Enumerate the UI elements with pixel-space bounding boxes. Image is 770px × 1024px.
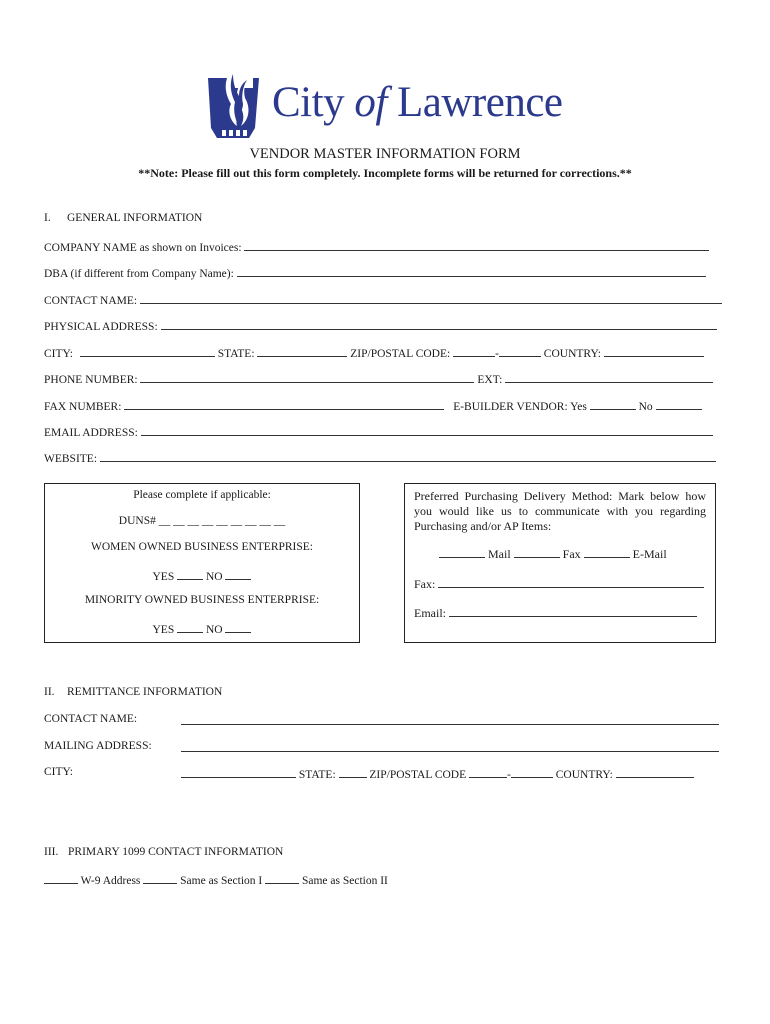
state-label: STATE:	[217, 348, 255, 360]
physical-address-field[interactable]	[161, 318, 717, 330]
section-2-heading: REMITTANCE INFORMATION	[67, 686, 223, 698]
remit-zip-field[interactable]	[469, 766, 507, 778]
minority-yes-label: YES	[152, 624, 175, 636]
city-state-zip-row	[44, 345, 704, 360]
same-as-section-2-label: Same as Section II	[301, 875, 388, 887]
zip-ext-field[interactable]	[499, 345, 541, 357]
minority-owned-row	[45, 621, 359, 636]
section-3-number: III.	[44, 846, 59, 858]
remit-state-field[interactable]	[339, 766, 367, 778]
dba-label: DBA (if different from Company Name):	[44, 268, 234, 280]
country-label: COUNTRY:	[543, 348, 601, 360]
fax-option-label: Fax	[562, 547, 581, 561]
email-row	[44, 424, 713, 439]
delivery-method-text: Preferred Purchasing Delivery Method: Mark below how you would like us to communicate with you regarding Purchasing and/or AP Items:	[414, 489, 706, 533]
phone-label: PHONE NUMBER:	[44, 374, 138, 386]
website-row	[44, 450, 716, 465]
zip-field[interactable]	[453, 345, 495, 357]
women-yes-label: YES	[152, 571, 175, 583]
ebuilder-no-label: No	[638, 401, 653, 413]
mail-option-label: Mail	[488, 547, 511, 561]
delivery-fax-label: Fax:	[414, 577, 436, 591]
company-name-row	[44, 239, 709, 254]
remit-contact-field[interactable]	[181, 713, 719, 725]
remit-contact-field-wrap	[181, 713, 719, 728]
minority-yes-field[interactable]	[177, 621, 203, 633]
women-owned-row	[45, 568, 359, 583]
ebuilder-no-field[interactable]	[656, 398, 702, 410]
physical-address-label: PHYSICAL ADDRESS:	[44, 321, 158, 333]
section-3-heading: PRIMARY 1099 CONTACT INFORMATION	[68, 846, 284, 858]
zip-label: ZIP/POSTAL CODE:	[350, 348, 451, 360]
remit-contact-label: CONTACT NAME:	[44, 713, 138, 725]
city-logo-wordmark	[272, 78, 563, 127]
same-as-section-2-field[interactable]	[265, 872, 299, 884]
delivery-email-field[interactable]	[449, 605, 697, 617]
delivery-options-row	[439, 546, 667, 562]
contact-name-label: CONTACT NAME:	[44, 295, 138, 307]
dba-row	[44, 265, 706, 280]
company-name-label: COMPANY NAME as shown on Invoices:	[44, 242, 242, 254]
physical-address-row	[44, 318, 717, 333]
remit-mailing-field-wrap	[181, 740, 719, 755]
fax-option-field[interactable]	[514, 546, 560, 558]
remit-city-row	[181, 766, 694, 781]
email-field[interactable]	[141, 424, 713, 436]
remit-city-field[interactable]	[181, 766, 296, 778]
remit-country-label: COUNTRY:	[555, 769, 613, 781]
women-no-field[interactable]	[225, 568, 251, 580]
delivery-email-label: Email:	[414, 606, 446, 620]
duns-field[interactable]: DUNS# __ __ __ __ __ __ __ __ __	[118, 515, 286, 527]
remit-state-label: STATE:	[298, 769, 336, 781]
same-as-section-1-label: Same as Section I	[180, 875, 263, 887]
contact-name-field[interactable]	[140, 292, 722, 304]
form-note: **Note: Please fill out this form completely. Incomplete forms will be returned for corrections.**	[138, 166, 632, 180]
logo-word-city: City	[272, 79, 345, 126]
women-yes-field[interactable]	[177, 568, 203, 580]
mail-option-field[interactable]	[439, 546, 485, 558]
remit-mailing-label: MAILING ADDRESS:	[44, 740, 152, 752]
phone-field[interactable]	[140, 371, 474, 383]
website-label: WEBSITE:	[44, 453, 98, 465]
minority-no-field[interactable]	[225, 621, 251, 633]
city-field[interactable]	[80, 345, 215, 357]
delivery-fax-row	[414, 576, 704, 592]
fax-field[interactable]	[124, 398, 444, 410]
ext-label: EXT:	[477, 374, 503, 386]
remit-zip-label: ZIP/POSTAL CODE	[369, 769, 467, 781]
w9-address-field[interactable]	[44, 872, 78, 884]
same-as-section-1-field[interactable]	[143, 872, 177, 884]
remit-city-label: CITY:	[44, 766, 73, 778]
dba-field[interactable]	[237, 265, 706, 277]
contact-name-row	[44, 292, 722, 307]
logo-word-of: of	[354, 79, 387, 126]
remit-mailing-field[interactable]	[181, 740, 719, 752]
women-no-label: NO	[205, 571, 223, 583]
section-2-number: II.	[44, 686, 55, 698]
phone-row	[44, 371, 713, 386]
women-owned-label: WOMEN OWNED BUSINESS ENTERPRISE:	[90, 541, 313, 553]
ext-field[interactable]	[505, 371, 713, 383]
city-label: CITY:	[44, 348, 73, 360]
applicable-box	[44, 483, 360, 643]
ebuilder-yes-field[interactable]	[590, 398, 636, 410]
section-1-heading: GENERAL INFORMATION	[67, 212, 203, 224]
delivery-fax-field[interactable]	[438, 576, 704, 588]
delivery-method-box	[404, 483, 716, 643]
minority-owned-label: MINORITY OWNED BUSINESS ENTERPRISE:	[84, 594, 320, 606]
email-option-label: E-Mail	[632, 547, 667, 561]
remit-zip-dash: -	[507, 769, 511, 781]
fax-label: FAX NUMBER:	[44, 401, 122, 413]
form-title: VENDOR MASTER INFORMATION FORM	[249, 146, 521, 162]
email-option-field[interactable]	[584, 546, 630, 558]
remit-zip-ext-field[interactable]	[511, 766, 553, 778]
section-1-number: I.	[44, 212, 51, 224]
delivery-email-row	[414, 605, 697, 621]
state-field[interactable]	[257, 345, 347, 357]
ebuilder-label: E-BUILDER VENDOR: Yes	[453, 401, 587, 413]
minority-no-label: NO	[205, 624, 223, 636]
website-field[interactable]	[100, 450, 716, 462]
applicable-heading: Please complete if applicable:	[133, 489, 271, 501]
contact-1099-options-row	[44, 872, 388, 887]
company-name-field[interactable]	[244, 239, 709, 251]
logo-word-lawrence: Lawrence	[397, 79, 563, 126]
zip-dash: -	[495, 348, 499, 360]
email-label: EMAIL ADDRESS:	[44, 427, 138, 439]
remit-country-field[interactable]	[616, 766, 694, 778]
fax-row	[44, 398, 702, 413]
w9-address-label: W-9 Address	[80, 875, 141, 887]
country-field[interactable]	[604, 345, 704, 357]
